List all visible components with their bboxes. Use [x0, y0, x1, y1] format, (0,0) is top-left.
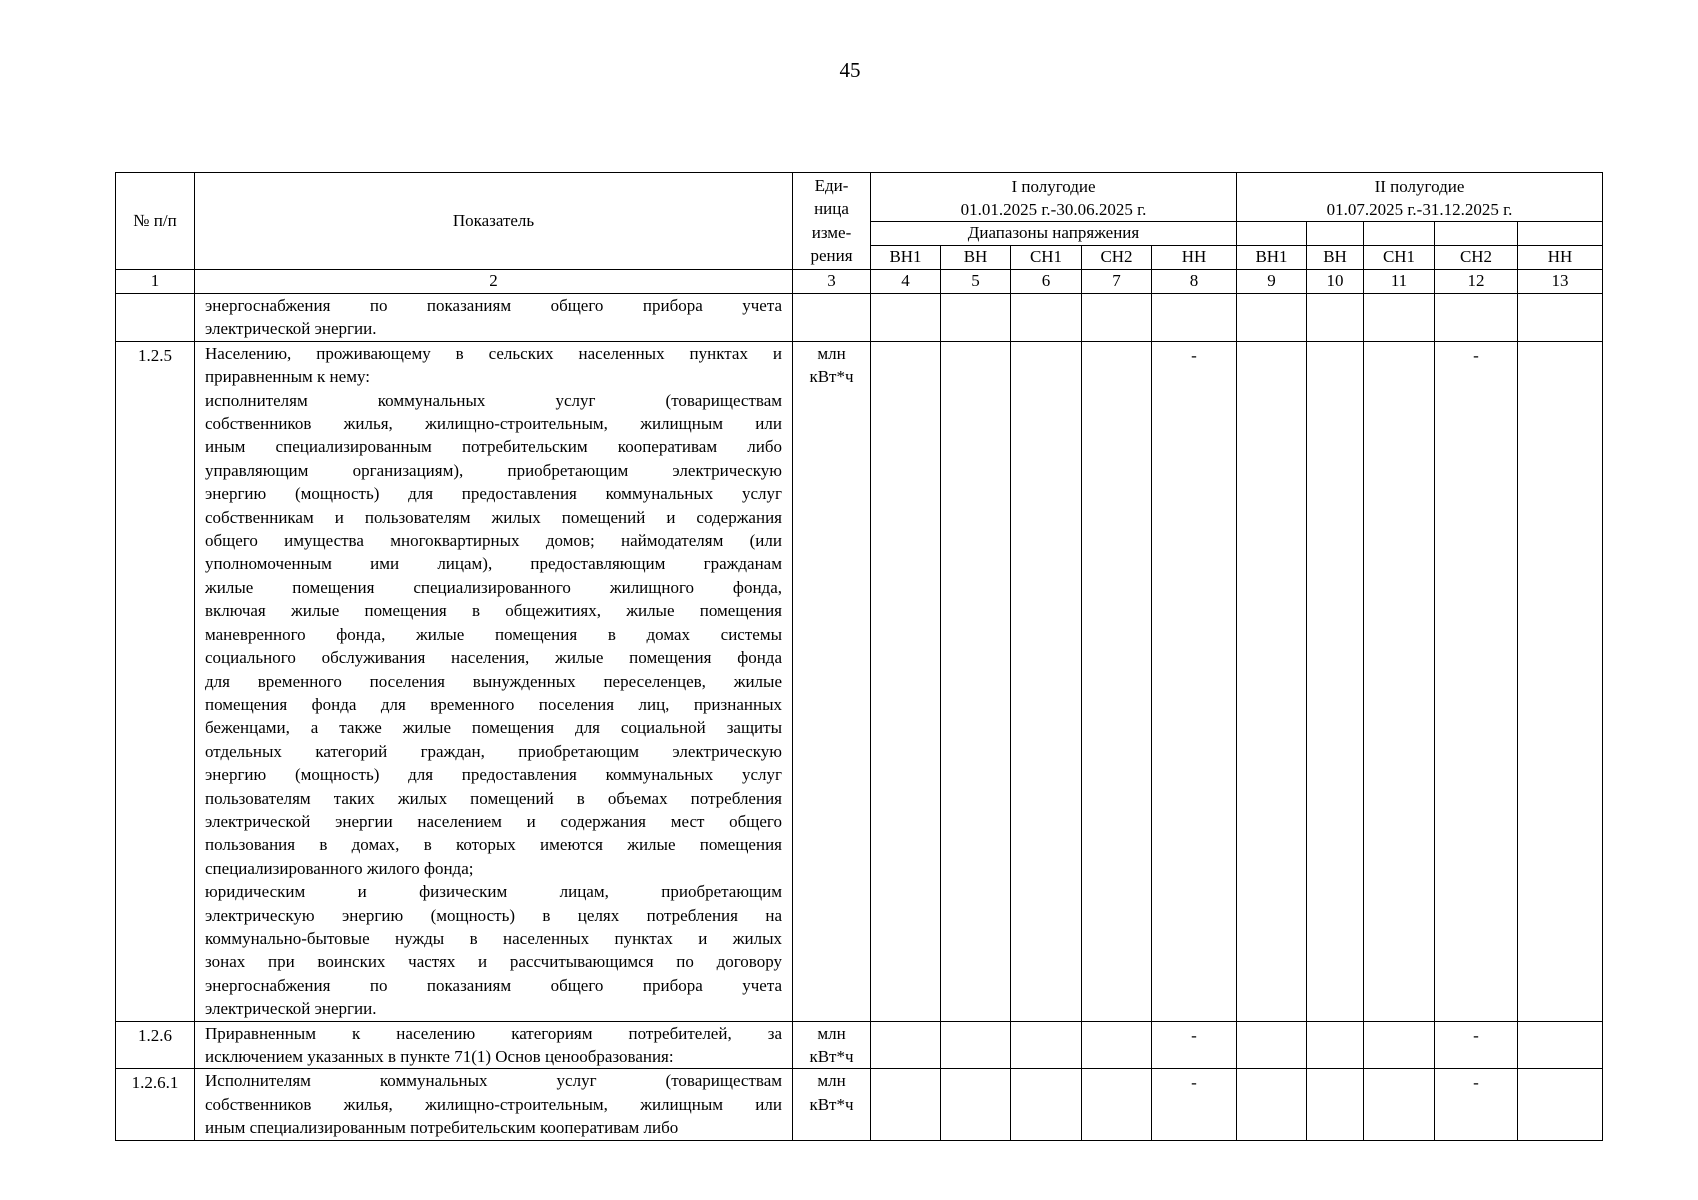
indicator-line: беженцами, а также жилые помещения для социальной защиты [205, 718, 782, 738]
voltage-col: ВН1 [871, 246, 941, 270]
cell-empty [1082, 341, 1152, 1021]
indicator-line: включая жилые помещения в общежитиях, жилые помещения [205, 601, 782, 621]
table-row [116, 1069, 1603, 1140]
row-indicator [195, 1021, 793, 1069]
indicator-line: собственников жилья, жилищно-строительным, жилищным или [205, 414, 782, 434]
cell-empty [1307, 341, 1364, 1021]
cell-empty [941, 1069, 1011, 1140]
column-number: 5 [941, 270, 1011, 294]
voltage-col: НН [1152, 246, 1237, 270]
cell-empty [1011, 294, 1082, 342]
column-numbers-row [116, 270, 1603, 294]
row-indicator [195, 341, 793, 1021]
indicator-line: собственникам и пользователям жилых помещений и содержания [205, 507, 782, 527]
column-number: 2 [195, 270, 793, 294]
row-unit [793, 1021, 871, 1069]
cell-empty [1364, 341, 1435, 1021]
cell-empty [1307, 1069, 1364, 1140]
cell-empty [1364, 294, 1435, 342]
indicator-line: специализированного жилого фонда; [205, 858, 474, 878]
row-number: 1.2.6 [116, 1021, 195, 1069]
cell-nn-half1: - [1152, 1021, 1237, 1069]
cell-empty [1237, 294, 1307, 342]
unit-line: кВт*ч [809, 1047, 854, 1066]
header-unit-line: рения [810, 246, 853, 266]
cell-empty [1011, 341, 1082, 1021]
column-number: 8 [1152, 270, 1237, 294]
header-empty [1435, 222, 1518, 246]
indicator-line: помещения фонда для временного поселения лиц, признанных [205, 694, 782, 714]
indicator-line: зонах при воинских частях и рассчитывающимся по договору [205, 952, 782, 972]
cell-sn2-half2 [1435, 294, 1518, 342]
cell-empty [871, 341, 941, 1021]
indicator-line: для временного поселения вынужденных переселенцев, жилые [205, 671, 782, 691]
indicator-line: электрической энергии населением и содержания мест общего [205, 811, 782, 831]
indicator-line: Исполнителям коммунальных услуг (товариществам [205, 1071, 782, 1091]
cell-empty [941, 341, 1011, 1021]
indicator-line: отдельных категорий граждан, приобретающим электрическую [205, 741, 782, 761]
cell-empty [1518, 1021, 1603, 1069]
indicator-line: энергоснабжения по показаниям общего прибора учета [205, 296, 782, 315]
unit-line: млн [817, 1023, 846, 1043]
cell-nn-half1: - [1152, 341, 1237, 1021]
column-number: 1 [116, 270, 195, 294]
half1-dates: 01.01.2025 г.-30.06.2025 г. [960, 200, 1147, 219]
voltage-col: СН2 [1435, 246, 1518, 270]
cell-empty [1364, 1069, 1435, 1140]
cell-empty [1082, 1069, 1152, 1140]
indicator-line: энергию (мощность) для предоставления коммунальных услуг [205, 484, 782, 504]
voltage-col: СН1 [1011, 246, 1082, 270]
cell-empty [871, 294, 941, 342]
unit-line [793, 294, 870, 317]
indicator-line: маневренного фонда, жилые помещения в домах системы [205, 624, 782, 644]
indicator-line: электрической энергии. [205, 999, 377, 1019]
indicator-line: электрической энергии. [205, 319, 377, 339]
indicator-line: жилые помещения специализированного жилищного фонда, [205, 577, 782, 597]
voltage-col: НН [1518, 246, 1603, 270]
header-indicator: Показатель [195, 173, 793, 270]
header-voltage-ranges: Диапазоны напряжения [871, 222, 1237, 246]
row-indicator [195, 294, 793, 342]
indicator-line: социального обслуживания населения, жилые помещения фонда [205, 648, 782, 668]
cell-empty [1307, 294, 1364, 342]
column-number: 3 [793, 270, 871, 294]
cell-empty [1082, 294, 1152, 342]
row-unit [793, 341, 871, 1021]
cell-empty [871, 1069, 941, 1140]
unit-line: кВт*ч [809, 367, 854, 387]
column-number: 9 [1237, 270, 1307, 294]
indicator-line: приравненным к нему: [205, 367, 370, 387]
column-number: 13 [1518, 270, 1603, 294]
indicator-line: иным специализированным потребительским кооперативам либо [205, 1118, 679, 1138]
indicator-line: управляющим организациям), приобретающим электрическую [205, 460, 782, 480]
voltage-col: ВН [941, 246, 1011, 270]
indicator-line: электрическую энергию (мощность) в целях потребления на [205, 905, 782, 925]
cell-empty [1518, 1069, 1603, 1140]
half1-title: I полугодие [1011, 177, 1096, 196]
column-number: 12 [1435, 270, 1518, 294]
cell-empty [1307, 1021, 1364, 1069]
row-indicator [195, 1069, 793, 1140]
row-unit [793, 1069, 871, 1140]
header-empty [1307, 222, 1364, 246]
indicator-line: коммунально-бытовые нужды в населенных пунктах и жилых [205, 928, 782, 948]
tariff-table [115, 172, 1603, 1141]
cell-nn-half1 [1152, 294, 1237, 342]
cell-empty [1518, 294, 1603, 342]
indicator-line: исполнителям коммунальных услуг (товариществам [205, 390, 782, 410]
unit-line: кВт*ч [809, 1094, 854, 1114]
header-row-periods [116, 173, 1603, 222]
row-unit [793, 294, 871, 342]
column-number: 4 [871, 270, 941, 294]
unit-line: млн [817, 1071, 846, 1091]
column-number: 10 [1307, 270, 1364, 294]
table-row [116, 341, 1603, 1021]
header-half1 [871, 173, 1237, 222]
indicator-line: исключением указанных в пункте 71(1) Основ ценообразования: [205, 1047, 674, 1066]
table-row [116, 294, 1603, 342]
indicator-line: Населению, проживающему в сельских населенных пунктах и [205, 343, 782, 363]
header-unit-line: изме- [811, 222, 852, 242]
header-empty [1518, 222, 1603, 246]
header-half2 [1237, 173, 1603, 222]
indicator-line: Приравненным к населению категориям потребителей, за [205, 1023, 782, 1043]
voltage-col: ВН1 [1237, 246, 1307, 270]
cell-nn-half1: - [1152, 1069, 1237, 1140]
voltage-col: СН2 [1082, 246, 1152, 270]
header-num: № п/п [116, 173, 195, 270]
cell-empty [941, 294, 1011, 342]
cell-empty [1237, 1069, 1307, 1140]
cell-empty [871, 1021, 941, 1069]
row-number: 1.2.6.1 [116, 1069, 195, 1140]
indicator-line: пользователям таких жилых помещений в объемах потребления [205, 788, 782, 808]
cell-empty [1237, 1021, 1307, 1069]
column-number: 11 [1364, 270, 1435, 294]
indicator-line: энергоснабжения по показаниям общего прибора учета [205, 975, 782, 995]
header-unit-line: Еди- [814, 176, 849, 195]
column-number: 6 [1011, 270, 1082, 294]
cell-sn2-half2: - [1435, 1069, 1518, 1140]
half2-dates: 01.07.2025 г.-31.12.2025 г. [1326, 200, 1513, 219]
indicator-line: юридическим и физическим лицам, приобретающим [205, 882, 782, 902]
indicator-line: иным специализированным потребительским кооперативам либо [205, 437, 782, 457]
table-row [116, 1021, 1603, 1069]
header-unit [793, 173, 871, 270]
indicator-line: общего имущества многоквартирных домов; наймодателям (или [205, 531, 782, 551]
indicator-line: энергию (мощность) для предоставления коммунальных услуг [205, 765, 782, 785]
cell-sn2-half2: - [1435, 341, 1518, 1021]
cell-empty [1518, 341, 1603, 1021]
table-body [116, 294, 1603, 1141]
cell-empty [941, 1021, 1011, 1069]
cell-empty [1364, 1021, 1435, 1069]
unit-line [793, 317, 870, 340]
header-unit-line: ница [814, 199, 849, 219]
unit-line: млн [817, 343, 846, 363]
indicator-line: уполномоченным ими лицам), предоставляющим гражданам [205, 554, 782, 574]
page-number: 45 [839, 58, 861, 82]
voltage-col: СН1 [1364, 246, 1435, 270]
header-empty [1364, 222, 1435, 246]
row-number: 1.2.5 [116, 341, 195, 1021]
column-number: 7 [1082, 270, 1152, 294]
cell-empty [1082, 1021, 1152, 1069]
voltage-col: ВН [1307, 246, 1364, 270]
indicator-line: собственников жилья, жилищно-строительным, жилищным или [205, 1094, 782, 1114]
indicator-line: пользования в домах, в которых имеются жилые помещения [205, 835, 782, 855]
header-empty [1237, 222, 1307, 246]
half2-title: II полугодие [1374, 177, 1465, 196]
cell-empty [1011, 1069, 1082, 1140]
cell-empty [1237, 341, 1307, 1021]
cell-sn2-half2: - [1435, 1021, 1518, 1069]
row-number [116, 294, 195, 342]
cell-empty [1011, 1021, 1082, 1069]
